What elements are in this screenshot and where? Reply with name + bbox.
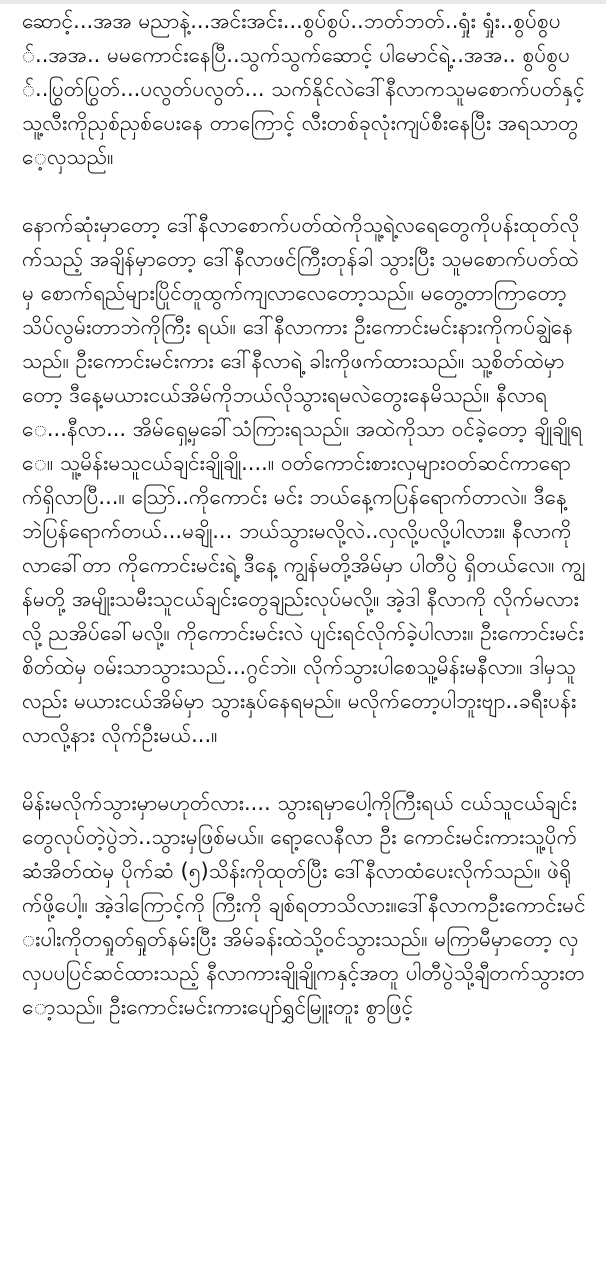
paragraph-1: ဆောင့်...အအ မညာနဲ့...အင်းအင်း...စွပ်စွပ်..ဘတ်ဘတ်..ရှုံး ရှုံး..စွပ်စွပ်..အအ.. မမကောင်းနေပြီ..သွက်သွက်ဆောင့် ပါမောင်ရဲ့..အအ.. စွပ်စွပ်..ပြွတ်ပြွတ်...ပလွတ်ပလွတ်... သက်နိုင်လဲဒေါ်နီလာကသူမစောက်ပတ်နှင့်သူ့လီးကိုညှစ်ညှစ်ပေးနေ တာကြောင့် လီးတစ်ခုလုံးကျပ်စီးနေပြီး အရသာတွေ့လှသည်။ <box>22 9 585 169</box>
paragraph-3: မိန်းမလိုက်သွားမှာမဟုတ်လား.... သွားရမှာပေါ့ကိုကြီးရယ် ငယ်သူငယ်ချင်းတွေလုပ်တဲ့ပွဲဘဲ..သွားမှဖြစ်မယ်။ ရော့လေနီလာ ဦး ကောင်းမင်းကားသူ့ပိုက်ဆံအိတ်ထဲမှ ပိုက်ဆံ (၅)သိန်းကိုထုတ်ပြီး ဒေါ်နီလာထံပေးလိုက်သည်။ ဖဲရိုက်ဖို့ပေါ့။ အဲ့ဒါကြောင့်ကို ကြီးကို ချစ်ရတာသိလား။ဒေါ်နီလာကဦးကောင်းမင်းပါးကိုတရှုတ်ရှုတ်နမ်းပြီး အိမ်ခန်းထဲသို့ဝင်သွားသည်။ မကြာမီမှာတော့ လှလှပပပြင်ဆင်ထားသည့် နီလာကားချိုချိုကနှင့်အတူ ပါတီပွဲသို့ချီတက်သွားတော့သည်။ ဦးကောင်းမင်းကားပျော်ရွှင်မြူးတူး စွာဖြင့် <box>22 791 586 1019</box>
paragraph-2: နောက်ဆုံးမှာတော့ ဒေါ်နီလာစောက်ပတ်ထဲကိုသူ့ရဲ့လရေတွေကိုပန်းထုတ်လိုက်သည့် အချိန်မှာတော့ ဒေါ်နီလာဖင်ကြီးတုန်ခါ သွားပြီး သူမစောက်ပတ်ထဲမှ စောက်ရည်များပြိုင်တူထွက်ကျလာလေတော့သည်။ မတွေ့တာကြာတော့သိပ်လွမ်းတာဘဲကိုကြီး ရယ်။ ဒေါ်နီလာကား ဦးကောင်းမင်းနားကိုကပ်ချွဲနေသည်။ ဦးကောင်းမင်းကား ဒေါ်နီလာရဲ့ ခါးကိုဖက်ထားသည်။ သူ့စိတ်ထဲမှာ တော့ ဒီနေ့မယားငယ်အိမ်ကိုဘယ်လိုသွားရမလဲတွေးနေမိသည်။ နီလာရေ...နီလာ... အိမ်ရှေ့မှခေါ်သံကြားရသည်။ အထဲကိုသာ ဝင်ခဲ့တော့ ချိုချိုရေ။ သူ့မိန်းမသူငယ်ချင်းချိုချို....။ ဝတ်ကောင်းစားလှများဝတ်ဆင်ကာရောက်ရှိလာပြီ...။ ဪ..ကိုကောင်း မင်း ဘယ်နေ့ကပြန်ရောက်တာလဲ။ ဒီနေ့ဘဲပြန်ရောက်တယ်...မချို... ဘယ်သွားမလို့လဲ..လှလို့ပလို့ပါလား။ နီလာကိုလာခေါ်တာ ကိုကောင်းမင်းရဲ့ ဒီနေ့ ကျွန်မတို့အိမ်မှာ ပါတီပွဲ ရှိတယ်လေ။ ကျွန်မတို့ အမျိုးသမီးသူငယ်ချင်းတွေချည်းလုပ်မလို့။ အဲ့ဒါ နီလာကို လိုက်မလားလို့ ညအိပ်ခေါ်မလို့။ ကိုကောင်းမင်းလဲ ပျင်းရင်လိုက်ခဲ့ပါလား။ ဦးကောင်းမင်းစိတ်ထဲမှ ဝမ်းသာသွားသည်...ဂွင်ဘဲ။ လိုက်သွားပါစေသူ့မိန်းမနီလာ။ ဒါမှသူလည်း မယားငယ်အိမ်မှာ သွားနှပ်နေရမည်။ မလိုက်တော့ပါဘူးဗျာ..ခရီးပန်းလာလို့နား လိုက်ဦးမယ်...။ <box>22 213 586 747</box>
top-edge <box>0 0 606 4</box>
